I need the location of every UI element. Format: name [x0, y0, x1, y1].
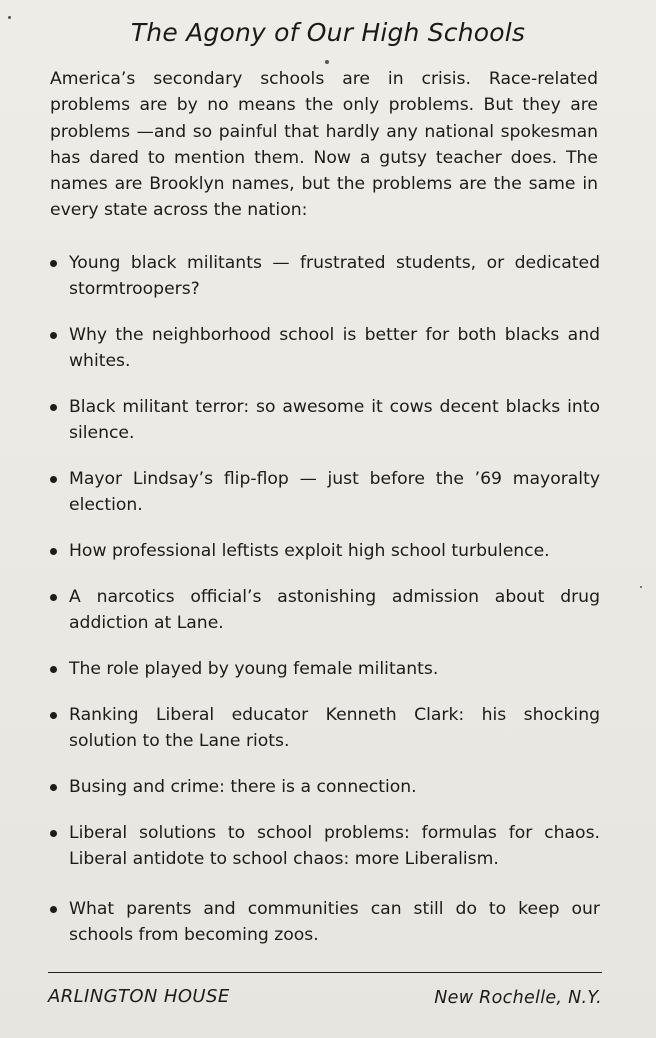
- list-item-text: Busing and crime: there is a connection.: [69, 777, 417, 797]
- list-item-text: Mayor Lindsay’s flip-flop — just before the ’69 mayoralty election.: [69, 469, 600, 516]
- list-item: [48, 702, 600, 755]
- page-title: The Agony of Our High Schools: [130, 18, 526, 47]
- list-item-text: A narcotics official’s astonishing admission about drug addiction at Lane.: [69, 587, 600, 634]
- list-item-text: Black militant terror: so awesome it cows decent blacks into silence.: [69, 397, 600, 444]
- bullet-dot-icon: [50, 784, 57, 791]
- list-item: [48, 896, 600, 949]
- list-item-text: Liberal solutions to school problems: formulas for chaos. Liberal antidote to school chaos: more Liberalism.: [69, 823, 600, 870]
- footer-divider: [48, 972, 602, 973]
- bullet-dot-icon: [50, 830, 57, 837]
- list-item-text: Ranking Liberal educator Kenneth Clark: his shocking solution to the Lane riots.: [69, 705, 600, 752]
- list-item: [48, 538, 600, 564]
- bullet-dot-icon: [50, 332, 57, 339]
- publisher-location: New Rochelle, N.Y.: [434, 988, 602, 1008]
- list-item: [48, 774, 600, 800]
- list-item-text: The role played by young female militants.: [69, 659, 439, 679]
- paper-speck: [640, 586, 642, 588]
- publisher-name: ARLINGTON HOUSE: [48, 986, 230, 1007]
- list-item-text: Why the neighborhood school is better for both blacks and whites.: [69, 325, 600, 372]
- list-item: [48, 820, 600, 873]
- list-item-text: What parents and communities can still do to keep our schools from becoming zoos.: [69, 899, 600, 946]
- list-item: [48, 322, 600, 375]
- bullet-dot-icon: [50, 906, 57, 913]
- list-item: [48, 466, 600, 519]
- list-item: [48, 656, 600, 682]
- bullet-dot-icon: [50, 260, 57, 267]
- bullet-dot-icon: [50, 548, 57, 555]
- list-item: [48, 394, 600, 447]
- list-item: [48, 250, 600, 303]
- bullet-dot-icon: [50, 712, 57, 719]
- bullet-dot-icon: [50, 404, 57, 411]
- list-item-text: Young black militants — frustrated students, or dedicated stormtroopers?: [69, 253, 600, 300]
- list-item-text: How professional leftists exploit high school turbulence.: [69, 541, 550, 561]
- bullet-dot-icon: [50, 476, 57, 483]
- bullet-dot-icon: [50, 594, 57, 601]
- intro-paragraph: America’s secondary schools are in crisis. Race-related problems are by no means the only problems. But they are problems —and so painful that hardly any national spokesman has dared to mention them. Now a gutsy teacher does. The names are Brooklyn names, but the problems are the same in every state across the nation:: [50, 69, 598, 221]
- paper-speck: [325, 60, 329, 64]
- list-item: [48, 584, 600, 637]
- bullet-dot-icon: [50, 666, 57, 673]
